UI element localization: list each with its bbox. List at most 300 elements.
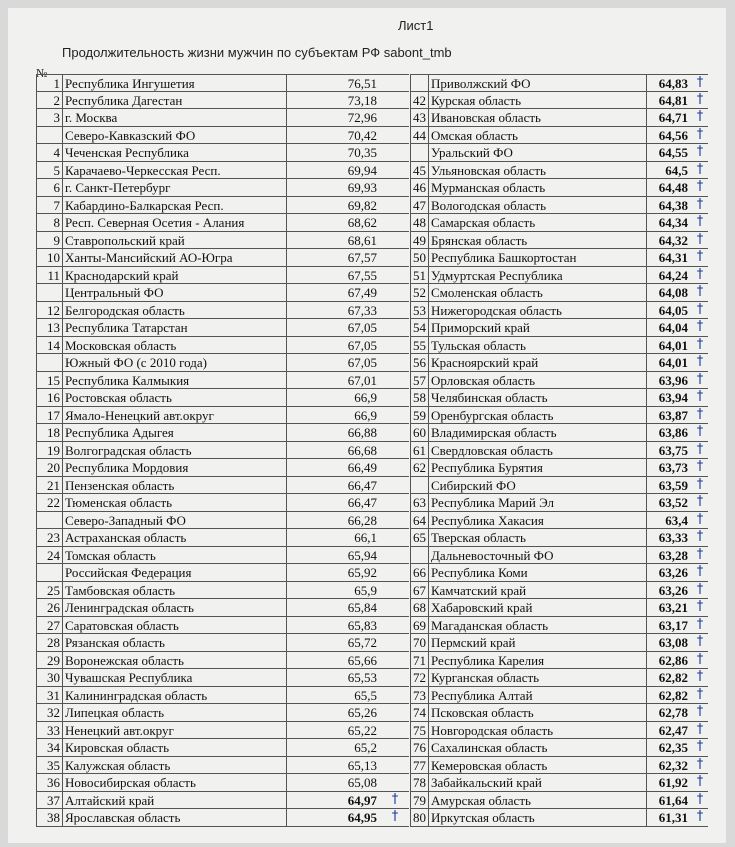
table-row bbox=[410, 564, 708, 582]
handwritten-cross-icon bbox=[381, 337, 409, 354]
life-expectancy-cell: 63,26 bbox=[646, 564, 692, 581]
row-number-cell: 46 bbox=[410, 179, 428, 196]
handwritten-cross-icon: † bbox=[696, 546, 704, 562]
life-expectancy-cell: 65,66 bbox=[286, 652, 381, 669]
table-row bbox=[410, 214, 708, 232]
table-row bbox=[410, 722, 708, 740]
life-expectancy-cell: 66,1 bbox=[286, 529, 381, 546]
life-expectancy-cell: 64,48 bbox=[646, 179, 692, 196]
row-number-cell: 69 bbox=[410, 617, 428, 634]
region-name-cell: Ярославская область bbox=[62, 809, 286, 826]
number-column-header: № bbox=[36, 66, 48, 80]
life-expectancy-cell: 66,68 bbox=[286, 442, 381, 459]
life-expectancy-cell: 66,47 bbox=[286, 477, 381, 494]
life-expectancy-cell: 66,28 bbox=[286, 512, 381, 529]
row-number-cell: 54 bbox=[410, 319, 428, 336]
life-expectancy-cell: 67,01 bbox=[286, 372, 381, 389]
region-name-cell: Приморский край bbox=[428, 319, 646, 336]
region-name-cell: Рязанская область bbox=[62, 634, 286, 651]
region-name-cell: Омская область bbox=[428, 127, 646, 144]
region-name-cell: Республика Бурятия bbox=[428, 459, 646, 476]
row-number-cell: 33 bbox=[36, 722, 62, 739]
region-name-cell: Тюменская область bbox=[62, 494, 286, 511]
handwritten-cross-icon: † bbox=[696, 231, 704, 247]
row-number-cell: 60 bbox=[410, 424, 428, 441]
life-expectancy-cell: 63,75 bbox=[646, 442, 692, 459]
region-name-cell: Ульяновская область bbox=[428, 162, 646, 179]
row-number-cell: 11 bbox=[36, 267, 62, 284]
table-row bbox=[410, 284, 708, 302]
table-row bbox=[410, 92, 708, 110]
region-name-cell: Челябинская область bbox=[428, 389, 646, 406]
life-expectancy-cell: 64,5 bbox=[646, 162, 692, 179]
life-expectancy-cell: 61,31 bbox=[646, 809, 692, 826]
table-row bbox=[410, 459, 708, 477]
table-row bbox=[36, 792, 409, 810]
region-name-cell: Смоленская область bbox=[428, 284, 646, 301]
row-number-cell: 14 bbox=[36, 337, 62, 354]
region-name-cell: Республика Марий Эл bbox=[428, 494, 646, 511]
life-expectancy-cell: 69,94 bbox=[286, 162, 381, 179]
table-row bbox=[36, 109, 409, 127]
table-row bbox=[410, 179, 708, 197]
handwritten-cross-icon bbox=[381, 704, 409, 721]
row-number-cell: 52 bbox=[410, 284, 428, 301]
handwritten-cross-icon: † bbox=[696, 704, 704, 719]
handwritten-cross-icon: † bbox=[696, 144, 704, 159]
region-name-cell: Республика Татарстан bbox=[62, 319, 286, 336]
life-expectancy-cell: 72,96 bbox=[286, 109, 381, 126]
table-row bbox=[410, 442, 708, 460]
table-row bbox=[410, 599, 708, 617]
table-row bbox=[410, 407, 708, 425]
handwritten-cross-icon bbox=[381, 529, 409, 546]
row-number-cell: 20 bbox=[36, 459, 62, 476]
handwritten-cross-icon bbox=[381, 564, 409, 581]
row-number-cell: 21 bbox=[36, 477, 62, 494]
region-name-cell: Ставропольский край bbox=[62, 232, 286, 249]
life-expectancy-cell: 61,92 bbox=[646, 774, 692, 791]
region-name-cell: Чувашская Республика bbox=[62, 669, 286, 686]
row-number-cell: 42 bbox=[410, 92, 428, 109]
row-number-cell: 44 bbox=[410, 127, 428, 144]
table-row bbox=[410, 477, 708, 495]
handwritten-cross-icon bbox=[381, 302, 409, 319]
table-row bbox=[36, 687, 409, 705]
row-number-cell: 13 bbox=[36, 319, 62, 336]
life-expectancy-cell: 65,08 bbox=[286, 774, 381, 791]
life-expectancy-cell: 63,73 bbox=[646, 459, 692, 476]
life-expectancy-cell: 63,28 bbox=[646, 547, 692, 564]
table-row bbox=[36, 407, 409, 425]
handwritten-cross-icon: † bbox=[696, 319, 704, 334]
table-row bbox=[410, 512, 708, 530]
handwritten-cross-icon: † bbox=[696, 109, 704, 124]
region-name-cell: Сибирский ФО bbox=[428, 477, 646, 494]
handwritten-cross-icon bbox=[381, 617, 409, 634]
table-row bbox=[36, 214, 409, 232]
handwritten-cross-icon bbox=[381, 179, 409, 196]
life-expectancy-cell: 63,26 bbox=[646, 582, 692, 599]
table-row bbox=[36, 634, 409, 652]
handwritten-cross-icon: † bbox=[696, 301, 704, 317]
table-row bbox=[410, 494, 708, 512]
table-row bbox=[36, 337, 409, 355]
handwritten-cross-icon: † bbox=[696, 284, 704, 299]
row-number-cell: 9 bbox=[36, 232, 62, 249]
row-number-cell bbox=[36, 284, 62, 301]
table-row bbox=[36, 494, 409, 512]
handwritten-cross-icon bbox=[381, 774, 409, 791]
life-expectancy-cell: 64,71 bbox=[646, 109, 692, 126]
region-name-cell: Центральный ФО bbox=[62, 284, 286, 301]
region-name-cell: Республика Алтай bbox=[428, 687, 646, 704]
row-number-cell: 25 bbox=[36, 582, 62, 599]
table-row bbox=[410, 74, 708, 92]
life-expectancy-cell: 65,84 bbox=[286, 599, 381, 616]
table-row bbox=[410, 757, 708, 775]
table-row bbox=[36, 354, 409, 372]
table-row bbox=[36, 197, 409, 215]
row-number-cell: 73 bbox=[410, 687, 428, 704]
table-row bbox=[36, 704, 409, 722]
region-name-cell: Ханты-Мансийский АО-Югра bbox=[62, 249, 286, 266]
handwritten-cross-icon: † bbox=[696, 179, 704, 194]
life-expectancy-cell: 64,55 bbox=[646, 144, 692, 161]
left-table bbox=[36, 74, 409, 827]
row-number-cell: 6 bbox=[36, 179, 62, 196]
region-name-cell: Северо-Кавказский ФО bbox=[62, 127, 286, 144]
life-expectancy-cell: 67,33 bbox=[286, 302, 381, 319]
life-expectancy-cell: 67,05 bbox=[286, 337, 381, 354]
table-row bbox=[410, 389, 708, 407]
handwritten-cross-icon: † bbox=[696, 266, 704, 282]
region-name-cell: Республика Ингушетия bbox=[62, 75, 286, 91]
row-number-cell: 58 bbox=[410, 389, 428, 406]
region-name-cell: Ненецкий авт.округ bbox=[62, 722, 286, 739]
region-name-cell: Чеченская Республика bbox=[62, 144, 286, 161]
handwritten-cross-icon bbox=[381, 669, 409, 686]
region-name-cell: Курская область bbox=[428, 92, 646, 109]
region-name-cell: Ленинградская область bbox=[62, 599, 286, 616]
region-name-cell: Кировская область bbox=[62, 739, 286, 756]
life-expectancy-cell: 64,31 bbox=[646, 249, 692, 266]
handwritten-cross-icon bbox=[381, 127, 409, 144]
row-number-cell: 36 bbox=[36, 774, 62, 791]
region-name-cell: Республика Хакасия bbox=[428, 512, 646, 529]
region-name-cell: Сахалинская область bbox=[428, 739, 646, 756]
table-row bbox=[36, 722, 409, 740]
handwritten-cross-icon: † bbox=[696, 196, 704, 212]
row-number-cell: 61 bbox=[410, 442, 428, 459]
handwritten-cross-icon bbox=[381, 214, 409, 231]
life-expectancy-cell: 63,87 bbox=[646, 407, 692, 424]
row-number-cell: 37 bbox=[36, 792, 62, 809]
row-number-cell bbox=[36, 354, 62, 371]
row-number-cell: 77 bbox=[410, 757, 428, 774]
row-number-cell: 65 bbox=[410, 529, 428, 546]
table-row bbox=[36, 127, 409, 145]
handwritten-cross-icon: † bbox=[696, 791, 704, 807]
row-number-cell: 18 bbox=[36, 424, 62, 441]
table-row bbox=[36, 284, 409, 302]
table-row bbox=[410, 267, 708, 285]
table-row bbox=[36, 739, 409, 757]
region-name-cell: Белгородская область bbox=[62, 302, 286, 319]
life-expectancy-cell: 65,26 bbox=[286, 704, 381, 721]
region-name-cell: Московская область bbox=[62, 337, 286, 354]
document-title: Продолжительность жизни мужчин по субъектам РФ sabont_tmb bbox=[62, 45, 452, 60]
handwritten-cross-icon bbox=[381, 372, 409, 389]
region-name-cell: Тамбовская область bbox=[62, 582, 286, 599]
region-name-cell: Курганская область bbox=[428, 669, 646, 686]
region-name-cell: Российская Федерация bbox=[62, 564, 286, 581]
row-number-cell: 31 bbox=[36, 687, 62, 704]
region-name-cell: Пермский край bbox=[428, 634, 646, 651]
region-name-cell: Кемеровская область bbox=[428, 757, 646, 774]
handwritten-cross-icon: † bbox=[696, 686, 704, 702]
handwritten-cross-icon bbox=[381, 757, 409, 774]
table-row bbox=[36, 319, 409, 337]
table-row bbox=[36, 757, 409, 775]
region-name-cell: Тульская область bbox=[428, 337, 646, 354]
handwritten-cross-icon bbox=[381, 284, 409, 301]
life-expectancy-cell: 64,01 bbox=[646, 354, 692, 371]
region-name-cell: Волгоградская область bbox=[62, 442, 286, 459]
row-number-cell: 66 bbox=[410, 564, 428, 581]
region-name-cell: Владимирская область bbox=[428, 424, 646, 441]
row-number-cell: 29 bbox=[36, 652, 62, 669]
handwritten-cross-icon bbox=[381, 512, 409, 529]
region-name-cell: Южный ФО (с 2010 года) bbox=[62, 354, 286, 371]
life-expectancy-cell: 65,2 bbox=[286, 739, 381, 756]
region-name-cell: Калининградская область bbox=[62, 687, 286, 704]
row-number-cell: 5 bbox=[36, 162, 62, 179]
region-name-cell: Магаданская область bbox=[428, 617, 646, 634]
handwritten-cross-icon: † bbox=[696, 214, 704, 229]
life-expectancy-cell: 64,01 bbox=[646, 337, 692, 354]
handwritten-cross-icon: † bbox=[696, 459, 704, 474]
row-number-cell: 10 bbox=[36, 249, 62, 266]
table-row bbox=[36, 512, 409, 530]
handwritten-cross-icon bbox=[381, 319, 409, 336]
life-expectancy-cell: 63,52 bbox=[646, 494, 692, 511]
life-expectancy-cell: 65,5 bbox=[286, 687, 381, 704]
row-number-cell: 8 bbox=[36, 214, 62, 231]
life-expectancy-cell: 64,81 bbox=[646, 92, 692, 109]
handwritten-cross-icon bbox=[381, 582, 409, 599]
life-expectancy-cell: 68,61 bbox=[286, 232, 381, 249]
region-name-cell: Самарская область bbox=[428, 214, 646, 231]
row-number-cell: 55 bbox=[410, 337, 428, 354]
row-number-cell: 38 bbox=[36, 809, 62, 826]
life-expectancy-cell: 67,49 bbox=[286, 284, 381, 301]
region-name-cell: Краснодарский край bbox=[62, 267, 286, 284]
table-row bbox=[410, 739, 708, 757]
region-name-cell: Приволжский ФО bbox=[428, 75, 646, 91]
row-number-cell: 74 bbox=[410, 704, 428, 721]
region-name-cell: Северо-Западный ФО bbox=[62, 512, 286, 529]
row-number-cell: 17 bbox=[36, 407, 62, 424]
table-row bbox=[36, 477, 409, 495]
region-name-cell: Астраханская область bbox=[62, 529, 286, 546]
life-expectancy-cell: 66,9 bbox=[286, 389, 381, 406]
life-expectancy-cell: 63,4 bbox=[646, 512, 692, 529]
table-row bbox=[410, 424, 708, 442]
table-row bbox=[36, 669, 409, 687]
table-row bbox=[410, 354, 708, 372]
handwritten-cross-icon: † bbox=[696, 774, 704, 789]
life-expectancy-cell: 62,82 bbox=[646, 669, 692, 686]
row-number-cell: 19 bbox=[36, 442, 62, 459]
handwritten-cross-icon: † bbox=[696, 389, 704, 404]
life-expectancy-cell: 61,64 bbox=[646, 792, 692, 809]
life-expectancy-cell: 69,93 bbox=[286, 179, 381, 196]
life-expectancy-cell: 66,49 bbox=[286, 459, 381, 476]
region-name-cell: Вологодская область bbox=[428, 197, 646, 214]
table-row bbox=[410, 809, 708, 827]
handwritten-cross-icon bbox=[381, 249, 409, 266]
life-expectancy-cell: 67,05 bbox=[286, 319, 381, 336]
table-row bbox=[36, 652, 409, 670]
handwritten-cross-icon: † bbox=[696, 511, 704, 527]
region-name-cell: Кабардино-Балкарская Респ. bbox=[62, 197, 286, 214]
life-expectancy-cell: 76,51 bbox=[286, 75, 381, 91]
handwritten-cross-icon bbox=[381, 442, 409, 459]
row-number-cell: 26 bbox=[36, 599, 62, 616]
row-number-cell: 57 bbox=[410, 372, 428, 389]
handwritten-cross-icon bbox=[381, 477, 409, 494]
region-name-cell: Ямало-Ненецкий авт.округ bbox=[62, 407, 286, 424]
region-name-cell: Пензенская область bbox=[62, 477, 286, 494]
life-expectancy-cell: 62,78 bbox=[646, 704, 692, 721]
region-name-cell: Мурманская область bbox=[428, 179, 646, 196]
row-number-cell: 62 bbox=[410, 459, 428, 476]
handwritten-cross-icon bbox=[381, 389, 409, 406]
table-row bbox=[410, 372, 708, 390]
handwritten-cross-icon: † bbox=[696, 669, 704, 684]
life-expectancy-cell: 65,94 bbox=[286, 547, 381, 564]
life-expectancy-cell: 62,35 bbox=[646, 739, 692, 756]
row-number-cell: 15 bbox=[36, 372, 62, 389]
handwritten-cross-icon bbox=[381, 599, 409, 616]
region-name-cell: Орловская область bbox=[428, 372, 646, 389]
table-row bbox=[410, 582, 708, 600]
region-name-cell: Ивановская область bbox=[428, 109, 646, 126]
handwritten-cross-icon bbox=[381, 652, 409, 669]
row-number-cell bbox=[36, 512, 62, 529]
region-name-cell: Респ. Северная Осетия - Алания bbox=[62, 214, 286, 231]
region-name-cell: Уральский ФО bbox=[428, 144, 646, 161]
handwritten-cross-icon bbox=[381, 634, 409, 651]
life-expectancy-cell: 63,86 bbox=[646, 424, 692, 441]
life-expectancy-cell: 73,18 bbox=[286, 92, 381, 109]
life-expectancy-cell: 67,57 bbox=[286, 249, 381, 266]
region-name-cell: Иркутская область bbox=[428, 809, 646, 826]
handwritten-cross-icon bbox=[381, 267, 409, 284]
table-row bbox=[410, 792, 708, 810]
handwritten-cross-icon: † bbox=[696, 126, 704, 142]
life-expectancy-cell: 64,97 bbox=[286, 792, 381, 809]
handwritten-cross-icon: † bbox=[696, 581, 704, 597]
life-expectancy-cell: 65,83 bbox=[286, 617, 381, 634]
life-expectancy-cell: 66,47 bbox=[286, 494, 381, 511]
life-expectancy-cell: 68,62 bbox=[286, 214, 381, 231]
handwritten-cross-icon: † bbox=[696, 494, 704, 509]
region-name-cell: Амурская область bbox=[428, 792, 646, 809]
life-expectancy-cell: 65,22 bbox=[286, 722, 381, 739]
row-number-cell: 43 bbox=[410, 109, 428, 126]
life-expectancy-cell: 63,33 bbox=[646, 529, 692, 546]
region-name-cell: Хабаровский край bbox=[428, 599, 646, 616]
handwritten-cross-icon: † bbox=[696, 354, 704, 369]
table-row bbox=[410, 197, 708, 215]
handwritten-cross-icon: † bbox=[696, 564, 704, 579]
life-expectancy-cell: 64,08 bbox=[646, 284, 692, 301]
region-name-cell: Забайкальский край bbox=[428, 774, 646, 791]
handwritten-cross-icon bbox=[381, 494, 409, 511]
life-expectancy-cell: 64,04 bbox=[646, 319, 692, 336]
region-name-cell: Тверская область bbox=[428, 529, 646, 546]
table-row bbox=[410, 127, 708, 145]
region-name-cell: Калужская область bbox=[62, 757, 286, 774]
table-row bbox=[36, 389, 409, 407]
life-expectancy-cell: 63,17 bbox=[646, 617, 692, 634]
handwritten-cross-icon bbox=[381, 424, 409, 441]
table-row bbox=[410, 634, 708, 652]
region-name-cell: Саратовская область bbox=[62, 617, 286, 634]
life-expectancy-cell: 62,32 bbox=[646, 757, 692, 774]
region-name-cell: г. Санкт-Петербург bbox=[62, 179, 286, 196]
life-expectancy-cell: 67,05 bbox=[286, 354, 381, 371]
table-row bbox=[410, 669, 708, 687]
table-row bbox=[36, 179, 409, 197]
region-name-cell: Новгородская область bbox=[428, 722, 646, 739]
row-number-cell: 78 bbox=[410, 774, 428, 791]
region-name-cell: Республика Коми bbox=[428, 564, 646, 581]
region-name-cell: Красноярский край bbox=[428, 354, 646, 371]
life-expectancy-cell: 62,86 bbox=[646, 652, 692, 669]
row-number-cell: 28 bbox=[36, 634, 62, 651]
row-number-cell: 80 bbox=[410, 809, 428, 826]
handwritten-cross-icon bbox=[381, 459, 409, 476]
life-expectancy-cell: 70,35 bbox=[286, 144, 381, 161]
table-row bbox=[36, 249, 409, 267]
region-name-cell: Томская область bbox=[62, 547, 286, 564]
row-number-cell: 32 bbox=[36, 704, 62, 721]
table-row bbox=[410, 319, 708, 337]
row-number-cell: 4 bbox=[36, 144, 62, 161]
life-expectancy-cell: 65,53 bbox=[286, 669, 381, 686]
handwritten-cross-icon: † bbox=[696, 91, 704, 107]
region-name-cell: Нижегородская область bbox=[428, 302, 646, 319]
row-number-cell: 23 bbox=[36, 529, 62, 546]
handwritten-cross-icon: † bbox=[696, 756, 704, 772]
row-number-cell: 63 bbox=[410, 494, 428, 511]
life-expectancy-cell: 63,21 bbox=[646, 599, 692, 616]
handwritten-cross-icon bbox=[381, 722, 409, 739]
region-name-cell: Алтайский край bbox=[62, 792, 286, 809]
row-number-cell: 22 bbox=[36, 494, 62, 511]
row-number-cell: 51 bbox=[410, 267, 428, 284]
handwritten-cross-icon bbox=[381, 197, 409, 214]
region-name-cell: Новосибирская область bbox=[62, 774, 286, 791]
handwritten-cross-icon: † bbox=[696, 476, 704, 492]
life-expectancy-cell: 70,42 bbox=[286, 127, 381, 144]
table-row bbox=[36, 74, 409, 92]
region-name-cell: Республика Карелия bbox=[428, 652, 646, 669]
row-number-cell: 48 bbox=[410, 214, 428, 231]
